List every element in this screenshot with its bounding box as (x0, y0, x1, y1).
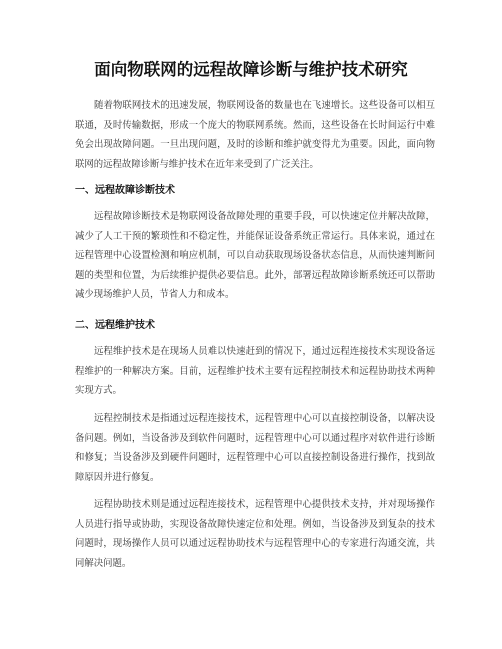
section-2-paragraph-3: 远程协助技术则是通过远程连接技术，远程管理中心提供技术支持，并对现场操作人员进行指导或协助，实现设备故障快速定位和处理。例如，当设备涉及到复杂的技术问题时，现场操作人员可以通过远程协助技术与远程管理中心的专家进行沟通交流，共同解决问题。 (75, 499, 435, 569)
section-2-paragraph-1: 远程维护技术是在现场人员难以快速赶到的情况下，通过远程连接技术实现设备远程维护的一种解决方案。目前，远程维护技术主要有远程控制技术和远程协助技术两种实现方式。 (75, 346, 435, 396)
section-1-heading: 一、远程故障诊断技术 (75, 185, 175, 196)
document-title: 面向物联网的远程故障诊断与维护技术研究 (94, 60, 408, 79)
intro-paragraph: 随着物联网技术的迅速发展，物联网设备的数量也在飞速增长。这些设备可以相互联通，及时传输数据，形成一个庞大的物联网系统。然而，这些设备在长时间运行中难免会出现故障问题。一旦出现问题，及时的诊断和维护就变得尤为重要。因此，面向物联网的远程故障诊断与维护技术在近年来受到了广泛关注。 (75, 100, 435, 170)
section-1-paragraph: 远程故障诊断技术是物联网设备故障处理的重要手段，可以快速定位并解决故障，减少了人工干预的繁琐性和不稳定性，并能保证设备系统正常运行。具体来说，通过在远程管理中心设置检测和响应机制，可以自动获取现场设备状态信息，从而快速判断问题的类型和位置，为后续维护提供必要信息。此外，部署远程故障诊断系统还可以帮助减少现场维护人员，节省人力和成本。 (75, 211, 435, 300)
section-2-paragraph-2: 远程控制技术是指通过远程连接技术，远程管理中心可以直接控制设备，以解决设备问题。例如，当设备涉及到软件问题时，远程管理中心可以通过程序对软件进行诊断和修复；当设备涉及到硬件问题时，远程管理中心可以直接控制设备进行操作，找到故障原因并进行修复。 (75, 413, 435, 483)
section-2-heading: 二、远程维护技术 (75, 320, 155, 331)
